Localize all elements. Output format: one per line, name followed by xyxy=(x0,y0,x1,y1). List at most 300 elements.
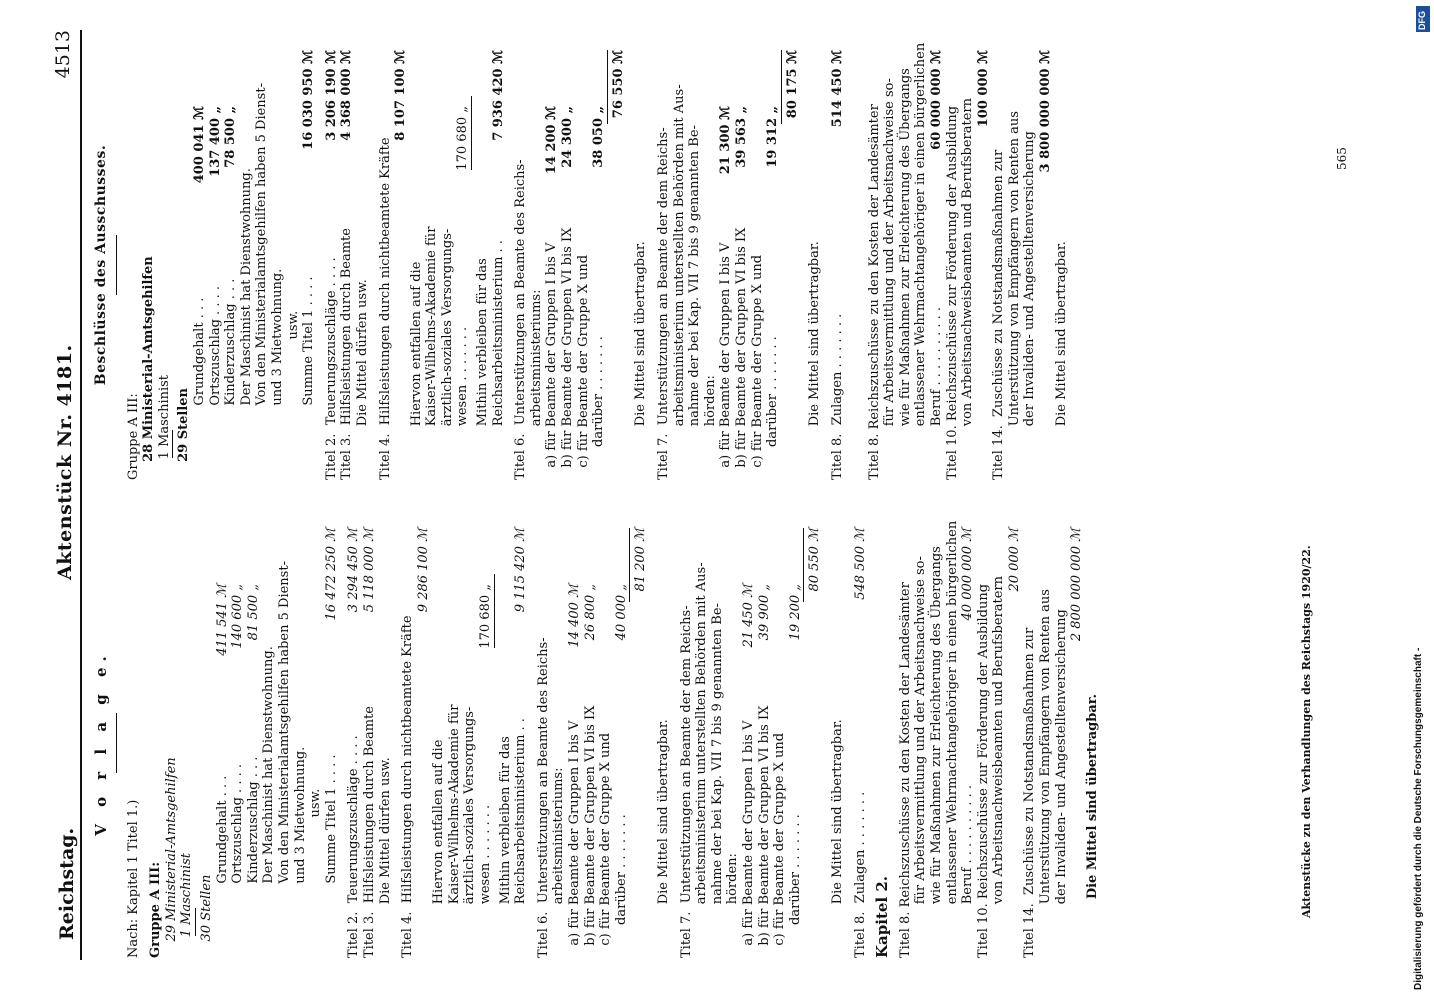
text-line xyxy=(679,528,695,958)
right-column-lines xyxy=(125,42,1070,480)
line-text: Nach: Kapitel 1 Titel 1.) xyxy=(125,799,141,958)
spacer xyxy=(393,528,400,958)
sum-rule xyxy=(803,528,804,602)
header-left: Reichstag. xyxy=(56,827,78,940)
line-text: c) für Beamte der Gruppe X und xyxy=(772,732,788,958)
line-text: Mithin verbleiben für das xyxy=(475,258,491,480)
line-text: für Arbeitsvermittlung und der Arbeitsnachweise so- xyxy=(913,556,929,958)
text-line xyxy=(1038,50,1054,480)
line-text: c) für Beamte der Gruppe X und xyxy=(598,732,614,958)
text-line xyxy=(898,50,914,480)
spacer xyxy=(371,50,378,480)
text-line xyxy=(498,528,514,958)
text-line xyxy=(567,528,583,958)
line-text: Titel 4. Hilfsleistungen durch nichtbeamtete Kräfte xyxy=(377,137,393,480)
amount-subtotal: 21 450 ℳ xyxy=(740,584,756,648)
sum-rule xyxy=(471,96,472,170)
line-text: ärztlich-soziales Versorgungs- xyxy=(439,228,455,480)
text-line xyxy=(867,50,883,480)
line-text: c) für Beamte der Gruppe X und xyxy=(575,254,591,480)
amount-total: 40 000 000 ℳ xyxy=(960,528,976,621)
text-line xyxy=(672,50,688,480)
text-line xyxy=(633,50,649,480)
amount-total: 7 936 420 ℳ xyxy=(490,50,506,141)
text-line xyxy=(1022,50,1038,480)
text-line xyxy=(431,528,447,958)
text-line xyxy=(591,50,607,480)
amount-total: 3 800 000 000 ℳ xyxy=(1038,50,1054,173)
line-text: wesen . . . . . . . xyxy=(455,326,471,480)
amount-total: 2 800 000 000 ℳ xyxy=(1069,528,1085,642)
line-text: ärztlich-soziales Versorgungs- xyxy=(462,706,478,958)
line-text: Titel 8. Reichszuschüsse zu den Kosten der Landesämter xyxy=(866,104,882,480)
line-text: für Arbeitsvermittlung und der Arbeitsnachweise so- xyxy=(882,78,898,480)
line-text: entlassener Wehrmachtangehöriger in einen bürgerlichen xyxy=(944,520,960,958)
amount-subtotal: 39 563 „ xyxy=(733,106,749,168)
text-line xyxy=(277,528,293,958)
line-text: und 3 Mietwohnung. xyxy=(269,268,285,480)
text-line xyxy=(757,528,773,958)
text-line xyxy=(126,50,142,480)
amount-total: 80 550 ℳ xyxy=(807,528,823,592)
left-column-lines xyxy=(125,520,1101,958)
amount-total: 548 500 ℳ xyxy=(852,528,868,600)
spacer xyxy=(649,50,656,480)
text-line xyxy=(710,528,726,958)
line-text: darüber . . . . . . . xyxy=(591,336,607,480)
text-line xyxy=(378,50,394,480)
page-header xyxy=(52,30,82,960)
text-line xyxy=(875,528,891,958)
text-line xyxy=(976,528,992,958)
line-text: darüber . . . . . . . xyxy=(613,814,629,958)
line-text: wesen . . . . . . . xyxy=(478,804,494,958)
text-line xyxy=(1054,50,1070,480)
text-line xyxy=(1054,528,1070,958)
text-line xyxy=(246,528,262,958)
line-text: Gruppe A III: xyxy=(125,393,141,480)
amount-total: 5 118 000 ℳ xyxy=(361,528,377,613)
text-line xyxy=(598,528,614,958)
line-text: Titel 8. Zulagen . . . . . . . xyxy=(852,791,868,958)
text-line xyxy=(409,50,425,480)
page-number: 4513 xyxy=(52,30,74,79)
line-text: Titel 3. Hilfsleistungen durch Beamte xyxy=(361,706,377,958)
text-line xyxy=(301,50,317,480)
sum-rule xyxy=(494,574,495,648)
line-text: usw. xyxy=(308,788,324,958)
text-line xyxy=(976,50,992,480)
line-text: Kinderzuschlag . . . xyxy=(245,756,261,958)
line-text: c) für Beamte der Gruppe X und xyxy=(749,254,765,480)
text-line xyxy=(393,50,409,480)
amount-subtotal: 170 680 „ xyxy=(455,106,471,171)
amount-subtotal: 170 680 „ xyxy=(478,584,494,649)
line-text: Mithin verbleiben für das xyxy=(497,736,513,958)
line-text: hörden: xyxy=(725,853,741,958)
line-text: Titel 14. Zuschüsse zu Notstandsmaßnahmen zur xyxy=(1022,627,1038,958)
text-line xyxy=(807,528,823,958)
line-text: 29 Stellen xyxy=(176,388,192,480)
line-text: Von den Ministerialamtsgehilfen haben 5 Dienst- xyxy=(276,561,292,958)
text-line xyxy=(913,42,929,480)
line-text: Titel 10. Reichszuschüsse zur Förderung der Ausbildung xyxy=(944,105,960,480)
line-text: nahme der bei Kap. VII 7 bis 9 genannten Be- xyxy=(687,125,703,480)
text-line xyxy=(898,528,914,958)
line-text: Kinderzuschlag . . . xyxy=(223,278,239,480)
text-line xyxy=(416,528,432,958)
amount-subtotal: 38 050 „ xyxy=(591,106,607,168)
header-center: Aktenstück Nr. 4181. xyxy=(54,344,76,580)
amount-total: 4 368 000 ℳ xyxy=(339,50,355,141)
text-line xyxy=(261,528,277,958)
text-line xyxy=(633,528,649,958)
line-text: darüber . . . . . . . xyxy=(787,814,803,958)
amount-total: 3 206 190 ℳ xyxy=(323,50,339,141)
spacer xyxy=(649,528,656,958)
line-text: Kapitel 2. xyxy=(873,876,892,958)
text-line xyxy=(355,50,371,480)
line-text: der Invaliden- und Angestelltenversicherung xyxy=(1022,131,1038,480)
amount-subtotal: 19 312 „ xyxy=(765,106,781,168)
left-column-title: V o r l a g e. xyxy=(92,650,110,836)
amount-subtotal: 40 000 „ xyxy=(613,584,629,641)
amount-total: 100 000 ℳ xyxy=(975,50,991,128)
line-text: Hiervon entfallen auf die xyxy=(408,261,424,480)
line-text: Summe Titel 1 . . . . xyxy=(323,754,339,958)
text-line xyxy=(513,528,529,958)
dfg-logo-text: DFG xyxy=(1417,11,1427,30)
text-line xyxy=(1007,528,1023,958)
text-line xyxy=(324,528,340,958)
text-line xyxy=(788,528,804,958)
text-line xyxy=(293,528,309,958)
amount-total: 8 107 100 ℳ xyxy=(393,50,409,141)
line-text: b) für Beamte der Gruppen VI bis IX xyxy=(733,227,749,480)
text-line xyxy=(929,528,945,958)
sum-rule xyxy=(629,528,630,602)
line-text: Titel 7. Unterstützungen an Beamte der dem Reichs- xyxy=(656,127,671,480)
right-column-beschluesse xyxy=(92,42,1292,480)
sum-rule xyxy=(172,430,173,458)
line-text: Hiervon entfallen auf die xyxy=(431,739,447,958)
line-text: Die Mittel sind übertragbar. xyxy=(807,241,823,480)
digitization-credit xyxy=(1412,0,1434,1000)
text-line xyxy=(148,528,164,958)
amount-total: 514 450 ℳ xyxy=(829,50,845,128)
spacer xyxy=(860,50,867,480)
spacer xyxy=(317,50,324,480)
text-line xyxy=(945,50,961,480)
line-text: Die Mittel dürfen usw. xyxy=(354,279,370,480)
text-line xyxy=(750,50,766,480)
amount-total: 81 200 ℳ xyxy=(633,528,649,592)
line-text: Summe Titel 1 . . . . xyxy=(301,276,317,480)
spacer xyxy=(853,50,860,480)
spacer xyxy=(823,50,830,480)
text-line xyxy=(1069,528,1085,958)
text-line xyxy=(308,528,324,958)
line-text: 29 Ministerial-Amtsgehilfen xyxy=(163,757,179,958)
text-line xyxy=(529,50,545,480)
line-text: b) für Beamte der Gruppen VI bis IX xyxy=(582,705,598,958)
amount-total: 60 000 000 ℳ xyxy=(928,50,944,150)
amount-subtotal: 21 300 ℳ xyxy=(718,106,734,175)
line-text: Titel 2. Teuerungszuschläge . . . . xyxy=(346,735,362,958)
line-text: Gruppe A III: xyxy=(148,861,164,958)
text-line xyxy=(536,528,552,958)
line-text: Unterstützung von Empfängern von Renten aus xyxy=(1038,589,1054,958)
text-line xyxy=(703,50,719,480)
line-text: 30 Stellen xyxy=(198,874,214,958)
text-line xyxy=(362,528,378,958)
text-line xyxy=(694,528,710,958)
text-line xyxy=(239,50,255,480)
text-line xyxy=(286,50,302,480)
dfg-logo-icon xyxy=(1416,6,1430,32)
text-line xyxy=(208,50,224,480)
text-line xyxy=(991,528,1007,958)
text-line xyxy=(462,528,478,958)
amount-total: 9 286 100 ℳ xyxy=(415,528,431,613)
spacer xyxy=(846,50,853,480)
text-line xyxy=(991,50,1007,480)
sum-rule xyxy=(607,50,608,124)
line-text: Titel 8. Reichszuschüsse zu den Kosten der Landesämter xyxy=(897,582,913,958)
text-line xyxy=(830,528,846,958)
text-line xyxy=(400,528,416,958)
text-line xyxy=(440,50,456,480)
text-line xyxy=(126,528,142,958)
text-line xyxy=(656,528,672,958)
line-text: Titel 6. Unterstützungen an Beamte des Reichs- xyxy=(513,159,529,480)
text-line xyxy=(199,528,215,958)
spacer xyxy=(506,50,513,480)
line-text: a) für Beamte der Gruppen I bis V xyxy=(544,242,560,480)
amount-subtotal: 137 400 „ xyxy=(207,106,223,177)
amount-total: 16 472 250 ℳ xyxy=(323,528,339,621)
spacer xyxy=(339,528,346,958)
line-text: arbeitsministerium unterstellten Behörden mit Aus- xyxy=(671,84,687,480)
line-text: Reichsarbeitsministerium . . xyxy=(490,240,506,480)
amount-subtotal: 140 600 „ xyxy=(230,584,246,649)
amount-total: 16 030 950 ℳ xyxy=(301,50,317,150)
amount-subtotal: 19 200 „ xyxy=(787,584,803,641)
line-text: Titel 10. Reichszuschüsse zur Förderung der Ausbildung xyxy=(975,583,991,958)
text-line xyxy=(734,50,750,480)
amount-total: 76 550 ℳ xyxy=(610,50,626,119)
line-text: 1 Maschinist xyxy=(156,374,172,480)
amount-subtotal: 14 200 ℳ xyxy=(544,106,560,175)
text-line xyxy=(1085,528,1101,958)
text-line xyxy=(741,528,757,958)
spacer xyxy=(141,528,148,958)
line-text: Der Maschinist hat Dienstwohnung. xyxy=(238,168,254,480)
line-text: arbeitsministeriums: xyxy=(551,767,567,958)
footnote: Aktenstücke zu den Verhandlungen des Reichstags 1920/22. xyxy=(1300,545,1313,918)
text-line xyxy=(230,528,246,958)
line-text: 1 Maschinist xyxy=(179,852,195,958)
line-text: a) für Beamte der Gruppen I bis V xyxy=(567,720,583,958)
line-text: von Arbeitsnachweisbeamten und Berufsberatern xyxy=(991,575,1007,958)
text-line xyxy=(270,50,286,480)
line-text: Die Mittel sind übertragbar. xyxy=(656,719,671,958)
spacer xyxy=(823,528,830,958)
text-line xyxy=(960,50,976,480)
text-line xyxy=(346,528,362,958)
amount-total: 9 115 420 ℳ xyxy=(513,528,529,613)
text-line xyxy=(614,528,630,958)
text-line xyxy=(807,50,823,480)
line-text: Beruf . . . . . . . . . . xyxy=(960,784,976,958)
text-line xyxy=(551,528,567,958)
text-line xyxy=(478,528,494,958)
amount-subtotal: 78 500 „ xyxy=(223,106,239,168)
text-line xyxy=(583,528,599,958)
text-line xyxy=(179,528,195,958)
line-text: Kaiser-Wilhelms-Akademie für xyxy=(446,704,462,958)
line-text: Beruf . . . . . . . . . . xyxy=(928,306,944,480)
text-line xyxy=(725,528,741,958)
text-line xyxy=(141,50,157,480)
text-line xyxy=(772,528,788,958)
text-line xyxy=(324,50,340,480)
sum-rule xyxy=(195,908,196,936)
text-line xyxy=(960,528,976,958)
credit-text: Digitalisierung gefördert durch die Deutsche Forschungsgemeinschaft - xyxy=(1413,647,1424,990)
amount-subtotal: 26 800 „ xyxy=(582,584,598,641)
title-rule xyxy=(116,713,117,773)
title-rule xyxy=(116,235,117,295)
line-text: Grundgehalt . . . xyxy=(214,775,230,958)
spacer xyxy=(800,50,807,480)
line-text: wie für Maßnahmen zur Erleichterung des Übergangs xyxy=(928,546,944,958)
line-text: Titel 7. Unterstützungen an Beamte der dem Reichs- xyxy=(678,605,694,958)
amount-total: 3 294 450 ℳ xyxy=(346,528,362,613)
sum-rule xyxy=(781,50,782,124)
line-text: hörden: xyxy=(702,375,718,480)
text-line xyxy=(378,528,394,958)
text-line xyxy=(765,50,781,480)
text-line xyxy=(1007,50,1023,480)
line-text: Die Mittel sind übertragbar. xyxy=(1053,241,1069,480)
text-line xyxy=(544,50,560,480)
text-line xyxy=(1022,528,1038,958)
spacer xyxy=(672,528,679,958)
text-line xyxy=(560,50,576,480)
line-text: Der Maschinist hat Dienstwohnung. xyxy=(261,646,277,958)
text-line xyxy=(424,50,440,480)
right-column-title: Beschlüsse des Ausschusses. xyxy=(93,144,109,386)
line-text: Die Mittel sind übertragbar. xyxy=(829,719,845,958)
text-line xyxy=(1038,528,1054,958)
line-text: Die Mittel sind übertragbar. xyxy=(1084,694,1100,958)
text-line xyxy=(718,50,734,480)
line-text: Reichsarbeitsministerium . . xyxy=(513,718,529,958)
line-text: der Invaliden- und Angestelltenversicherung xyxy=(1053,609,1069,958)
text-line xyxy=(929,50,945,480)
line-text: Titel 3. Hilfsleistungen durch Beamte xyxy=(339,228,355,480)
line-text: Die Mittel sind übertragbar. xyxy=(633,241,649,480)
text-line xyxy=(192,50,208,480)
line-text: Titel 14. Zuschüsse zu Notstandsmaßnahmen zur xyxy=(991,149,1007,480)
line-text: b) für Beamte der Gruppen VI bis IX xyxy=(756,705,772,958)
text-line xyxy=(656,50,672,480)
text-line xyxy=(944,520,961,958)
line-text: 28 Ministerial-Amtsgehilfen xyxy=(141,256,157,480)
amount-subtotal: 411 541 ℳ xyxy=(214,584,230,656)
line-text: Unterstützung von Empfängern von Renten aus xyxy=(1006,111,1022,480)
text-line xyxy=(853,528,869,958)
line-text: arbeitsministerium unterstellten Behörden mit Aus- xyxy=(694,562,710,958)
text-line xyxy=(830,50,846,480)
text-line xyxy=(611,50,627,480)
line-text: Die Mittel dürfen usw. xyxy=(377,757,393,958)
line-text: nahme der bei Kap. VII 7 bis 9 genannten Be- xyxy=(709,603,725,958)
text-line xyxy=(491,50,507,480)
text-line xyxy=(687,50,703,480)
line-text: Von den Ministerialamtsgehilfen haben 5 Dienst- xyxy=(254,83,270,480)
amount-subtotal: 24 300 „ xyxy=(560,106,576,168)
text-line xyxy=(882,50,898,480)
spacer xyxy=(529,528,536,958)
text-line xyxy=(475,50,491,480)
line-text: Ortszuschlag . . . . xyxy=(230,764,246,958)
line-text: Titel 8. Zulagen . . . . . . . xyxy=(829,313,845,480)
text-line xyxy=(785,50,801,480)
text-line xyxy=(339,50,355,480)
line-text: und 3 Mietwohnung. xyxy=(292,746,308,958)
line-text: Titel 6. Unterstützungen an Beamte des Reichs- xyxy=(535,637,551,958)
line-text: Grundgehalt . . . xyxy=(191,297,207,480)
amount-subtotal: 81 500 „ xyxy=(245,584,261,641)
amount-total: 80 175 ℳ xyxy=(784,50,800,119)
spacer xyxy=(846,528,853,958)
line-text: Kaiser-Wilhelms-Akademie für xyxy=(424,226,440,480)
amount-subtotal: 400 041 ℳ xyxy=(191,106,207,184)
text-line xyxy=(447,528,463,958)
line-text: entlassener Wehrmachtangehöriger in einen bürgerlichen xyxy=(913,42,929,480)
spacer xyxy=(891,528,898,958)
line-text: Titel 2. Teuerungszuschläge . . . . xyxy=(323,257,339,480)
line-text: b) für Beamte der Gruppen VI bis IX xyxy=(560,227,576,480)
text-line xyxy=(254,50,270,480)
left-column-vorlage xyxy=(92,520,1292,958)
line-text: a) für Beamte der Gruppen I bis V xyxy=(740,720,756,958)
line-text: von Arbeitsnachweisbeamten und Berufsberatern xyxy=(960,97,976,480)
amount-subtotal: 14 400 ℳ xyxy=(567,584,583,648)
line-text: Ortszuschlag . . . . xyxy=(207,286,223,480)
amount-subtotal: 39 900 „ xyxy=(756,584,772,641)
text-line xyxy=(223,50,239,480)
line-text: wie für Maßnahmen zur Erleichterung des Übergangs xyxy=(897,68,913,480)
line-text: a) für Beamte der Gruppen I bis V xyxy=(718,242,734,480)
text-line xyxy=(164,528,180,958)
text-line xyxy=(513,50,529,480)
text-line xyxy=(176,50,192,480)
text-line xyxy=(455,50,471,480)
page-mark: 565 xyxy=(1335,147,1349,170)
line-text: darüber . . . . . . . xyxy=(765,336,781,480)
text-line xyxy=(215,528,231,958)
text-line xyxy=(576,50,592,480)
text-line xyxy=(913,528,929,958)
line-text: arbeitsministeriums: xyxy=(528,289,544,480)
amount-total: 20 000 ℳ xyxy=(1006,528,1022,592)
text-line xyxy=(157,50,173,480)
spacer xyxy=(626,50,633,480)
line-text: usw. xyxy=(285,310,301,480)
